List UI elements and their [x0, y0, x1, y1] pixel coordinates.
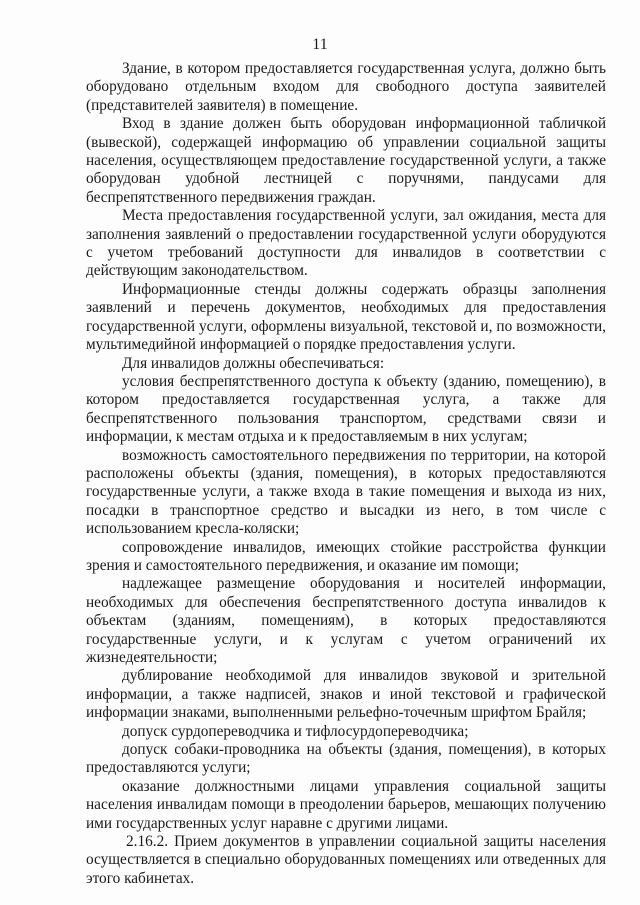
paragraph-service-places: Места предоставления государственной услуги, зал ожидания, места для заполнения заявлений о предоставлении государственной услуги оборудуются с учетом требований доступности для инвалидов в соответствии с действующим законодательством.	[86, 207, 606, 280]
document-body	[86, 60, 606, 888]
list-item-guide-dog: допуск собаки-проводника на объекты (здания, помещения), в которых предоставляются услуги;	[86, 741, 606, 777]
paragraph-information-stands: Информационные стенды должны содержать образцы заполнения заявлений и перечень документов, необходимых для предоставления государственной услуги, оформлены визуальной, текстовой и, по возможности, мультимедийной информацией о порядке предоставления услуги.	[86, 280, 606, 354]
list-item-sign-interpreter: допуск сурдопереводчика и тифлосурдопереводчика;	[122, 722, 469, 740]
list-item-braille-duplication: дублирование необходимой для инвалидов звуковой и зрительной информации, а также надписей, знаков и иной текстовой и графической информации знаками, выполненными рельефно-точечным шрифтом Брайля;	[86, 667, 606, 722]
page-number: 11	[312, 36, 328, 53]
paragraph-disabled-intro: Для инвалидов должны обеспечиваться:	[122, 354, 385, 372]
paragraph-building-entrance: Здание, в котором предоставляется государственная услуга, должно быть оборудовано отдельным входом для свободного доступа заявителей (представителей заявителя) в помещение.	[86, 60, 606, 114]
paragraph-entrance-signage: Вход в здание должен быть оборудован информационной табличкой (вывеской), содержащей информацию об управлении социальной защиты населения, осуществляющем предоставление государственной услуги, а также оборудован удобной лестницей с поручнями, пандусами для беспрепятственного передвижения граждан.	[86, 115, 606, 206]
list-item-accompaniment: сопровождение инвалидов, имеющих стойкие расстройства функции зрения и самостоятельного передвижения, и оказание им помощи;	[86, 538, 606, 574]
list-item-staff-assistance: оказание должностными лицами управления социальной защиты населения инвалидам помощи в преодолении барьеров, мешающих получению ими государственных услуг наравне с другими лицами.	[86, 777, 606, 832]
list-item-equipment-placement: надлежащее размещение оборудования и носителей информации, необходимых для обеспечения беспрепятственного доступа инвалидов к объектам (зданиям, помещениям), в которых предоставляются государственные услуги, и к услугам с учетом ограничений их жизнедеятельности;	[86, 575, 606, 666]
list-item-unobstructed-access: условия беспрепятственного доступа к объекту (зданию, помещению), в котором предоставляется государственная услуга, а также для беспрепятственного пользования транспортом, средствами связи и информации, к местам отдыха и к предоставляемым в них услугам;	[86, 372, 606, 446]
list-item-independent-movement: возможность самостоятельного передвижения по территории, на которой расположены объекты (здания, помещения), в которых предоставляются государственные услуги, а также входа в такие помещения и выхода из них, посадки в транспортное средство и высадки из него, в том числе с использованием кресла-коляски;	[86, 446, 606, 538]
paragraph-2-16-2: 2.16.2. Прием документов в управлении социальной защиты населения осуществляется в специально оборудованных помещениях или отведенных для этого кабинетах.	[86, 833, 606, 887]
